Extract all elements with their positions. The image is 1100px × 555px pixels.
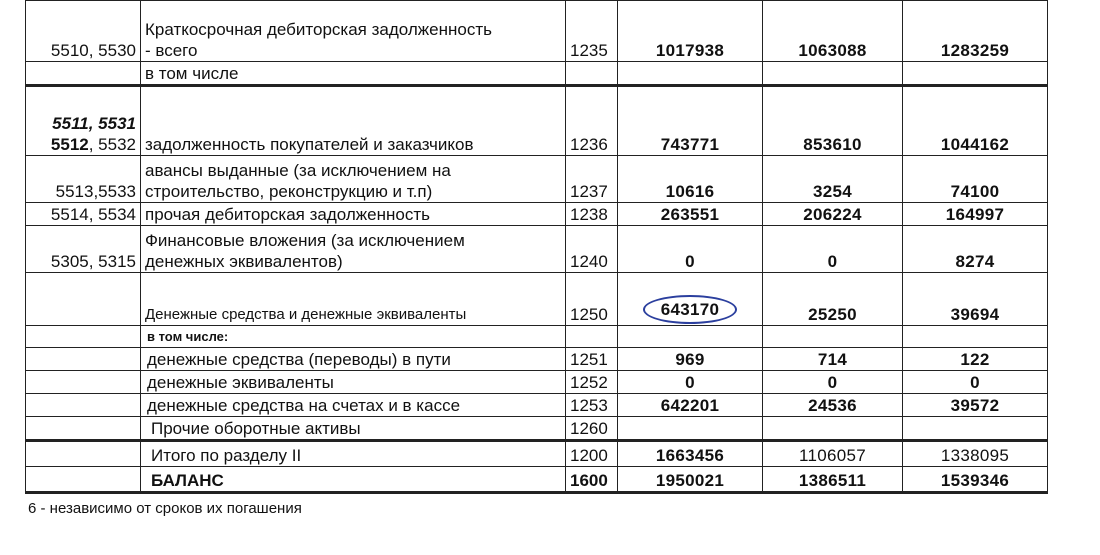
account-codes (26, 326, 141, 348)
value-cell: 1063088 (763, 1, 903, 62)
line-code: 1252 (566, 371, 618, 394)
line-code (566, 62, 618, 86)
value-cell: 743771 (618, 86, 763, 156)
row-name: в том числе: (141, 326, 566, 348)
table-row (26, 273, 1048, 326)
account-codes (26, 371, 141, 394)
table-row (26, 226, 1048, 273)
row-name: Финансовые вложения (за исключением денежных эквивалентов) (141, 226, 566, 273)
line-code: 1236 (566, 86, 618, 156)
value-cell (618, 417, 763, 441)
account-codes (26, 273, 141, 326)
line-code: 1250 (566, 273, 618, 326)
value-cell: 642201 (618, 394, 763, 417)
line-code: 1253 (566, 394, 618, 417)
account-codes (26, 394, 141, 417)
line-code: 1235 (566, 1, 618, 62)
value-cell: 24536 (763, 394, 903, 417)
table-row (26, 86, 1048, 156)
table-row (26, 348, 1048, 371)
account-codes: 5513,5533 (26, 156, 141, 203)
value-cell: 164997 (903, 203, 1048, 226)
value-cell: 1663456 (618, 441, 763, 467)
value-cell: 206224 (763, 203, 903, 226)
line-code: 1251 (566, 348, 618, 371)
line-code (566, 326, 618, 348)
value-cell: 1338095 (903, 441, 1048, 467)
value-cell: 0 (903, 371, 1048, 394)
line-code: 1260 (566, 417, 618, 441)
row-name: в том числе (141, 62, 566, 86)
row-name: Итого по разделу II (141, 441, 566, 467)
table-row (26, 417, 1048, 441)
value-cell: 3254 (763, 156, 903, 203)
account-codes: 5305, 5315 (26, 226, 141, 273)
value-cell: 0 (618, 226, 763, 273)
value-cell: 1106057 (763, 441, 903, 467)
table-row-balance (26, 467, 1048, 493)
row-name: задолженность покупателей и заказчиков (141, 86, 566, 156)
value-cell: 122 (903, 348, 1048, 371)
value-cell: 1283259 (903, 1, 1048, 62)
value-cell: 1386511 (763, 467, 903, 493)
balance-sheet-table (25, 0, 1048, 494)
account-codes: 5510, 5530 (26, 1, 141, 62)
row-name: Прочие оборотные активы (141, 417, 566, 441)
account-codes (26, 441, 141, 467)
value-cell (903, 417, 1048, 441)
value-cell: 10616 (618, 156, 763, 203)
row-name: БАЛАНС (141, 467, 566, 493)
value-cell: 714 (763, 348, 903, 371)
row-name: денежные средства на счетах и в кассе (141, 394, 566, 417)
value-cell: 1950021 (618, 467, 763, 493)
line-code: 1237 (566, 156, 618, 203)
value-cell: 25250 (763, 273, 903, 326)
account-codes: 5511, 5531 5512, 5532 (26, 86, 141, 156)
table-row (26, 371, 1048, 394)
line-code: 1238 (566, 203, 618, 226)
account-codes (26, 417, 141, 441)
value-cell: 8274 (903, 226, 1048, 273)
value-cell: 0 (763, 371, 903, 394)
value-cell (763, 62, 903, 86)
value-cell: 0 (763, 226, 903, 273)
row-name: денежные средства (переводы) в пути (141, 348, 566, 371)
account-codes: 5514, 5534 (26, 203, 141, 226)
value-cell (618, 273, 763, 326)
footnote: 6 - независимо от сроков их погашения (28, 500, 302, 517)
value-cell: 1017938 (618, 1, 763, 62)
line-code: 1200 (566, 441, 618, 467)
table-row (26, 441, 1048, 467)
row-name: прочая дебиторская задолженность (141, 203, 566, 226)
row-name: денежные эквиваленты (141, 371, 566, 394)
highlight-circle: 643170 (643, 295, 738, 324)
value-cell: 1044162 (903, 86, 1048, 156)
row-name: Краткосрочная дебиторская задолженность - всего (141, 1, 566, 62)
table-row (26, 62, 1048, 86)
value-cell (903, 62, 1048, 86)
value-cell: 969 (618, 348, 763, 371)
value-cell: 1539346 (903, 467, 1048, 493)
row-name: Денежные средства и денежные эквиваленты (141, 273, 566, 326)
account-codes (26, 467, 141, 493)
value-cell (618, 326, 763, 348)
table-row (26, 394, 1048, 417)
account-codes (26, 348, 141, 371)
value-cell (903, 326, 1048, 348)
value-cell: 39572 (903, 394, 1048, 417)
value-cell: 0 (618, 371, 763, 394)
line-code: 1600 (566, 467, 618, 493)
row-name: авансы выданные (за исключением на строительство, реконструкцию и т.п) (141, 156, 566, 203)
value-cell: 263551 (618, 203, 763, 226)
value-cell: 39694 (903, 273, 1048, 326)
value-cell (763, 417, 903, 441)
value-cell (618, 62, 763, 86)
line-code: 1240 (566, 226, 618, 273)
table-row (26, 203, 1048, 226)
value-cell (763, 326, 903, 348)
table-row (26, 326, 1048, 348)
value-cell: 853610 (763, 86, 903, 156)
account-codes (26, 62, 141, 86)
value-cell: 74100 (903, 156, 1048, 203)
table-row (26, 156, 1048, 203)
table-row (26, 1, 1048, 62)
